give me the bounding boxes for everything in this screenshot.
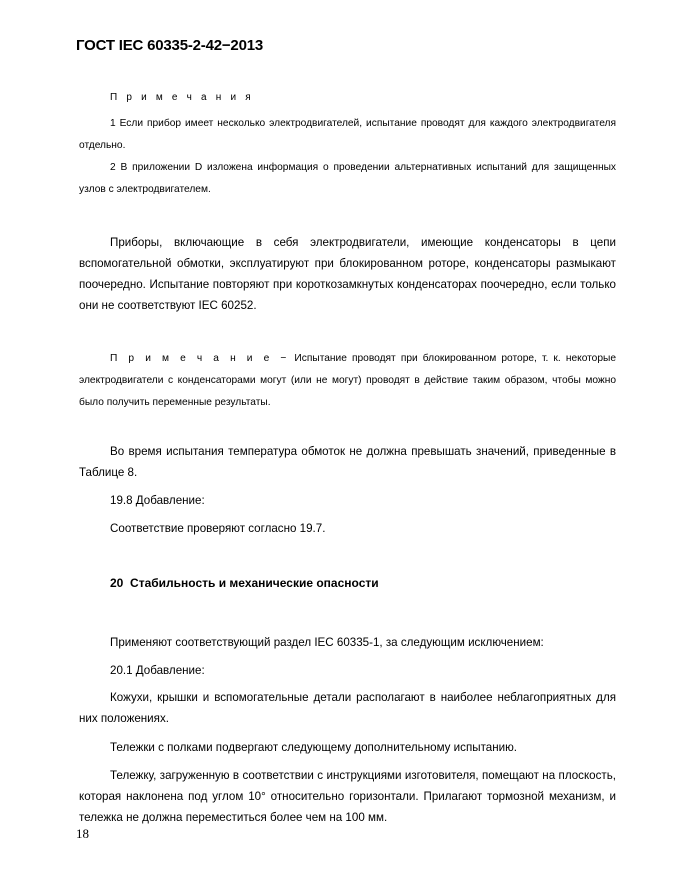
paragraph-covers: Кожухи, крышки и вспомогательные детали располагают в наиболее неблагоприятных для них положениях. bbox=[79, 691, 616, 725]
section-heading bbox=[110, 576, 379, 590]
clause-20-1: 20.1 Добавление: bbox=[110, 664, 205, 677]
note-label: П р и м е ч а н и е − bbox=[110, 353, 290, 364]
note-blocked-rotor bbox=[79, 348, 616, 414]
document-header: ГОСТ IEC 60335-2-42−2013 bbox=[76, 37, 263, 54]
page-number: 18 bbox=[76, 826, 89, 841]
note-1: 1 Если прибор имеет несколько электродвигателей, испытание проводят для каждого электродвигателя отдельно. bbox=[79, 118, 616, 151]
section-title: Стабильность и механические опасности bbox=[130, 576, 379, 590]
clause-19-8: 19.8 Добавление: bbox=[110, 494, 205, 507]
paragraph-compliance: Соответствие проверяют согласно 19.7. bbox=[110, 522, 326, 535]
notes-title: П р и м е ч а н и я bbox=[110, 92, 254, 103]
paragraph-capacitors: Приборы, включающие в себя электродвигатели, имеющие конденсаторы в цепи вспомогательной обмотки, эксплуатируют при блокированном роторе, конденсаторы размыкают поочередно. Испытание повторяют при короткозамкнутых конденсаторах поочередно, если только они не соответствуют IEC 60252. bbox=[79, 236, 616, 312]
note-text: Испытание проводят при блокированном роторе, т. к. некоторые электродвигатели с конденсаторами могут (или не могут) проводят в действие таким образом, чтобы можно было получить переменные результаты. bbox=[79, 353, 617, 408]
section-number: 20 bbox=[110, 576, 124, 590]
paragraph-trolleys: Тележки с полками подвергают следующему дополнительному испытанию. bbox=[110, 741, 517, 754]
note-2: 2 В приложении D изложена информация о проведении альтернативных испытаний для защищенных узлов с электродвигателем. bbox=[79, 162, 616, 195]
paragraph-temperature: Во время испытания температура обмоток не должна превышать значений, приведенные в Таблице 8. bbox=[79, 445, 616, 479]
paragraph-applies: Применяют соответствующий раздел IEC 60335-1, за следующим исключением: bbox=[110, 636, 544, 649]
paragraph-trolley-test: Тележку, загруженную в соответствии с инструкциями изготовителя, помещают на плоскость, которая наклонена под углом 10° относительно горизонтали. Прилагают тормозной механизм, и тележка не должна переместиться более чем на 100 мм. bbox=[79, 769, 616, 824]
